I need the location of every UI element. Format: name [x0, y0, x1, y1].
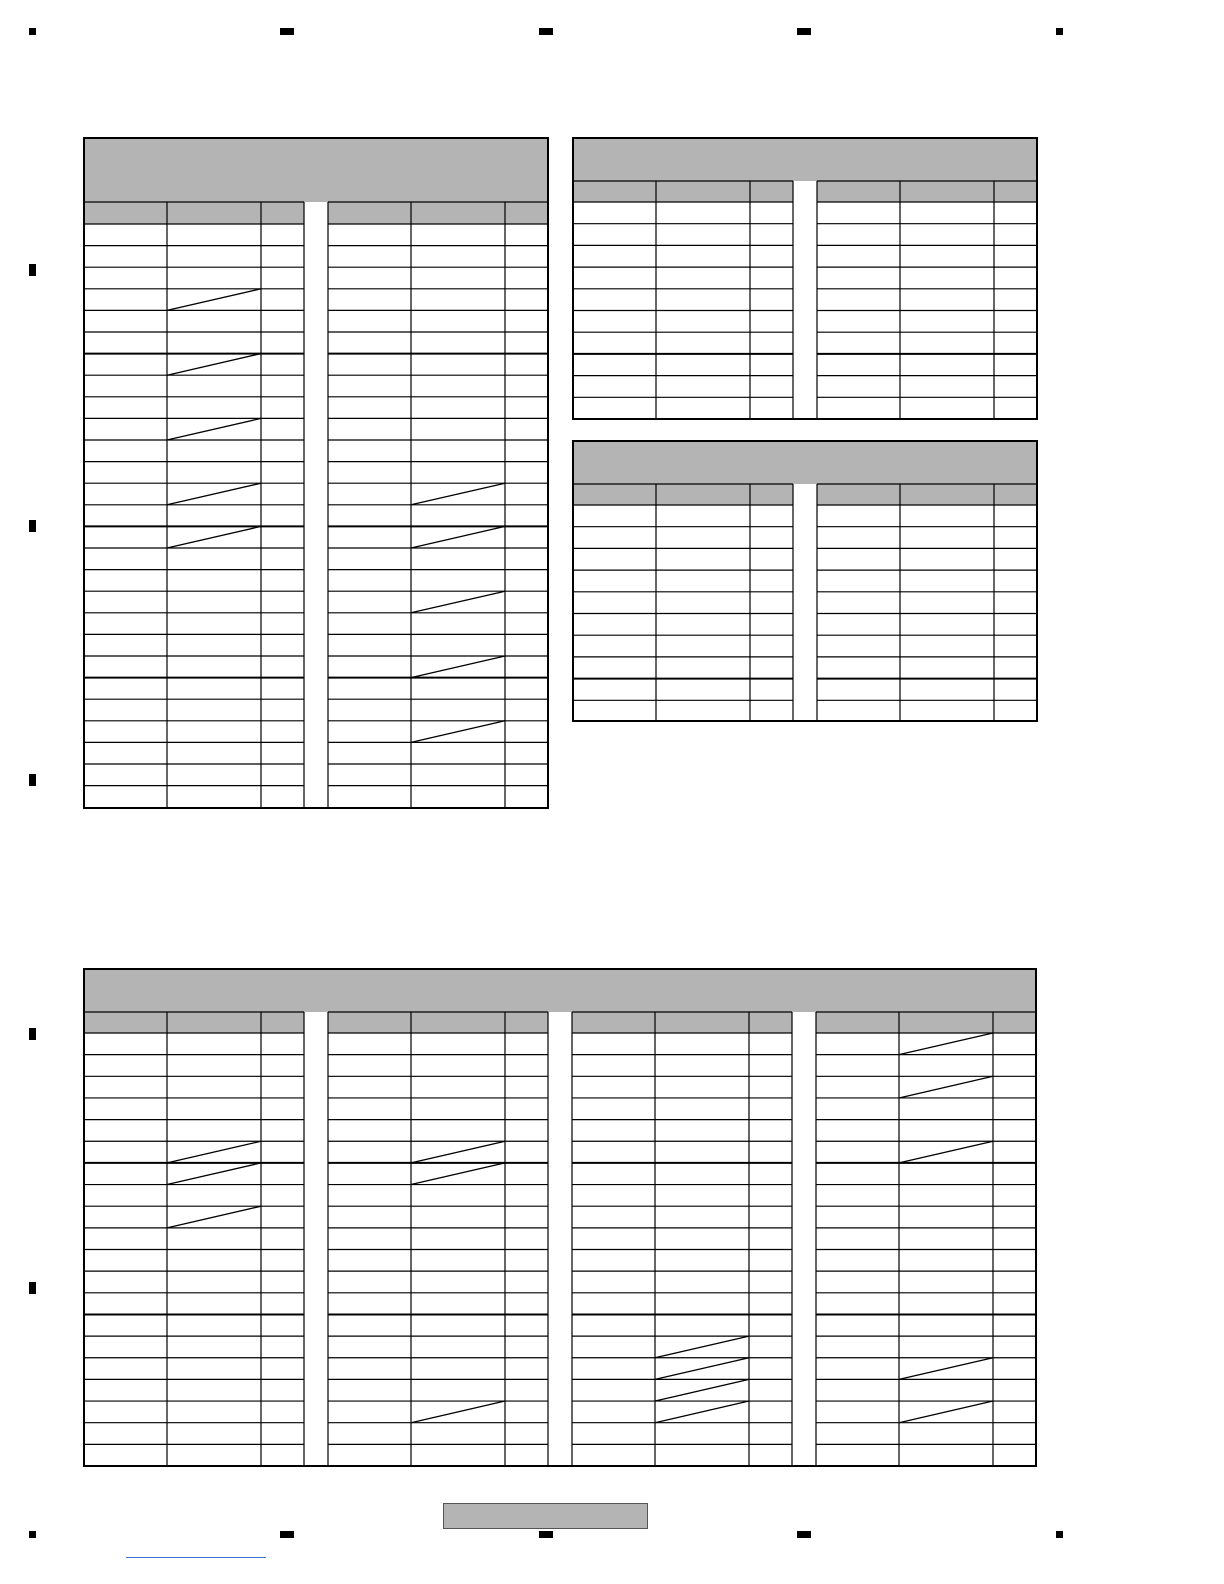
- table-middle-right-header-row: [817, 484, 1037, 505]
- table-top-right-header-row: [817, 181, 1037, 202]
- slashed-cell-mark: [167, 1206, 261, 1228]
- slashed-cell-mark: [411, 1141, 505, 1163]
- link-underline: [126, 1557, 266, 1558]
- table-bottom-header-row: [84, 1012, 304, 1033]
- table-top-left-group-separator: [304, 202, 328, 808]
- slashed-cell-mark: [167, 289, 261, 311]
- table-top-left-header-row: [328, 202, 548, 224]
- slashed-cell-mark: [655, 1336, 749, 1358]
- slashed-cell-mark: [655, 1358, 749, 1380]
- slashed-cell-mark: [899, 1358, 993, 1380]
- slashed-cell-mark: [167, 1141, 261, 1163]
- slashed-cell-mark: [411, 656, 505, 678]
- table-bottom-group-separator: [792, 1012, 816, 1466]
- slashed-cell-mark: [899, 1076, 993, 1098]
- table-top-right-header-row: [573, 181, 793, 202]
- slashed-cell-mark: [411, 1401, 505, 1423]
- table-bottom-title-band: [84, 969, 1036, 1012]
- table-middle-right-header-row: [573, 484, 793, 505]
- slashed-cell-mark: [899, 1141, 993, 1163]
- slashed-cell-mark: [411, 526, 505, 548]
- slashed-cell-mark: [167, 483, 261, 505]
- table-bottom-header-row: [816, 1012, 1036, 1033]
- slashed-cell-mark: [411, 1163, 505, 1185]
- slashed-cell-mark: [411, 721, 505, 743]
- table-bottom-header-row: [572, 1012, 792, 1033]
- table-top-left-title-band: [84, 138, 548, 202]
- table-top-right-title-band: [573, 138, 1037, 181]
- slashed-cell-mark: [899, 1401, 993, 1423]
- slashed-cell-mark: [899, 1033, 993, 1055]
- table-bottom-header-row: [328, 1012, 548, 1033]
- slashed-cell-mark: [655, 1401, 749, 1423]
- slashed-cell-mark: [167, 1163, 261, 1185]
- table-top-left-header-row: [84, 202, 304, 224]
- table-bottom-group-separator: [548, 1012, 572, 1466]
- slashed-cell-mark: [167, 526, 261, 548]
- slashed-cell-mark: [167, 354, 261, 376]
- slashed-cell-mark: [655, 1379, 749, 1401]
- table-middle-right-group-separator: [793, 484, 817, 721]
- slashed-cell-mark: [411, 483, 505, 505]
- table-top-right-group-separator: [793, 181, 817, 419]
- slashed-cell-mark: [167, 418, 261, 440]
- table-bottom-group-separator: [304, 1012, 328, 1466]
- table-middle-right-title-band: [573, 441, 1037, 484]
- footer-page-label-box: [443, 1503, 648, 1529]
- slashed-cell-mark: [411, 591, 505, 613]
